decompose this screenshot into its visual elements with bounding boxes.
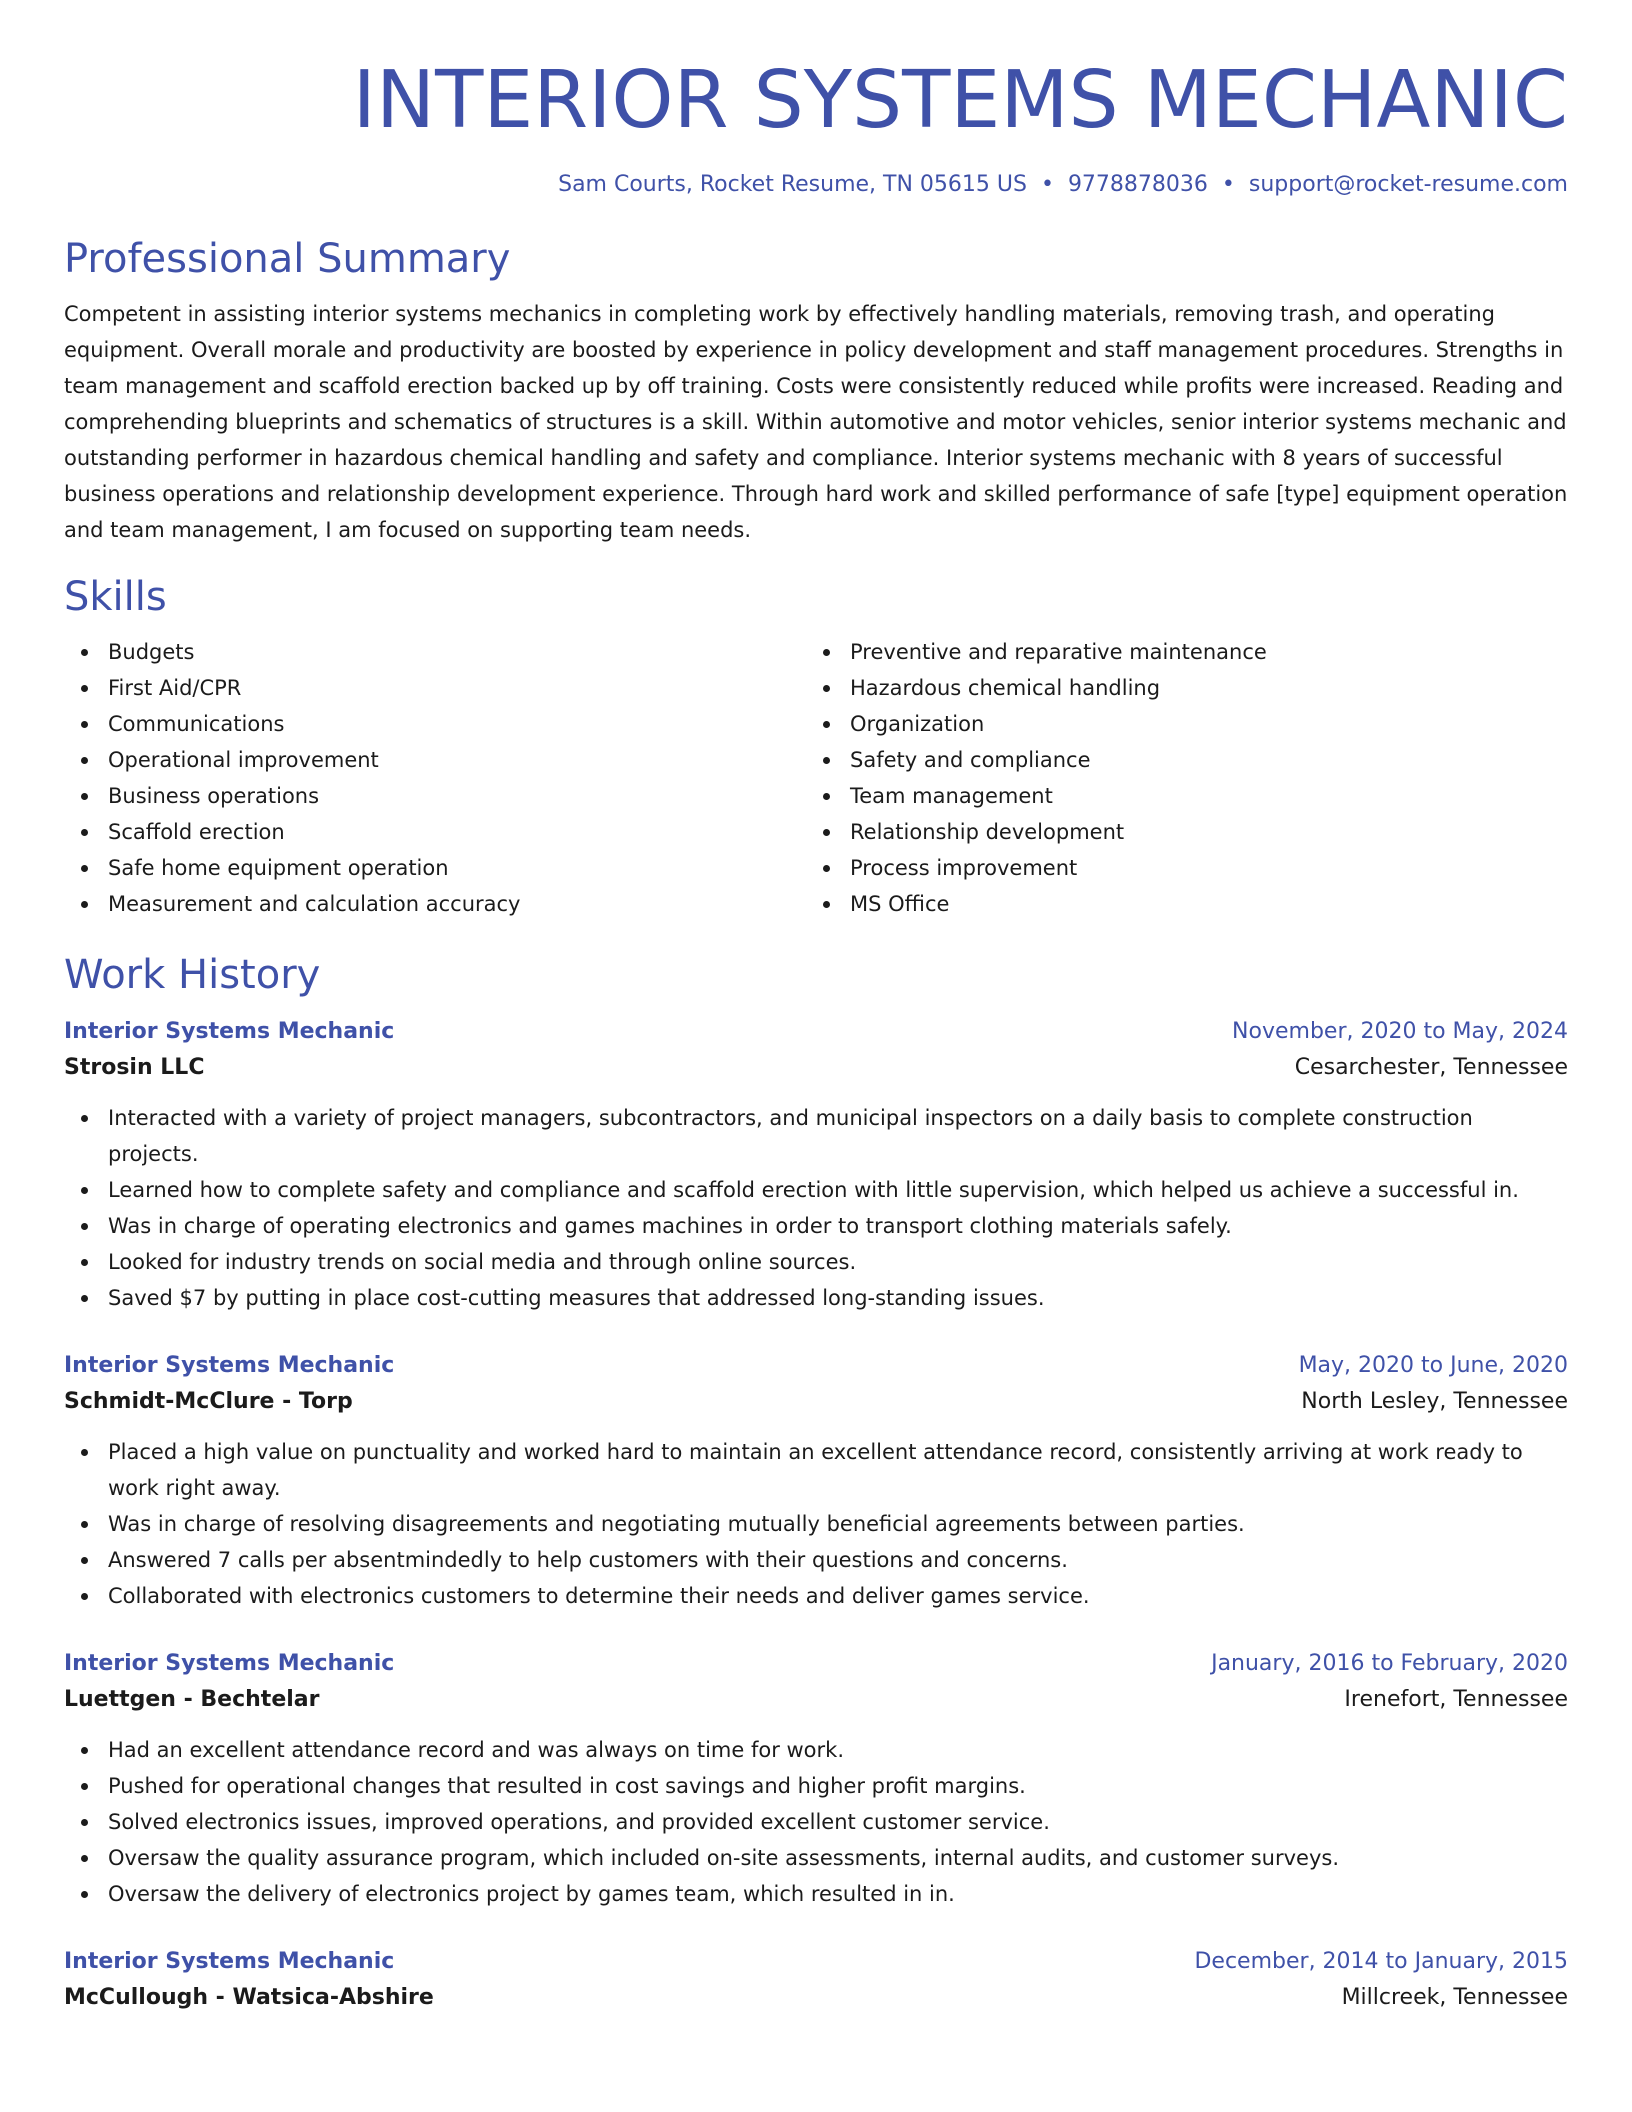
summary-text: Competent in assisting interior systems mechanics in completing work by effectively handling materials, removing trash, and operating equipment. Overall morale and productivity are boosted by experience in policy development and staff management procedures. Strengths in team management and scaffold erection backed up by off training. Costs were consistently reduced while profits were increased. Reading and comprehending blueprints and schematics of structures is a skill. Within automotive and motor vehicles, senior interior systems mechanic and outstanding performer in hazardous chemical handling and safety and compliance. Interior systems mechanic with 8 years of successful business operations and relationship development experience. Through hard work and skilled performance of safe [type] equipment operation and team management, I am focused on supporting team needs.: [64, 302, 1568, 542]
job-company: Schmidt-McClure - Torp: [64, 1389, 353, 1414]
job-location: Millcreek, Tennessee: [1341, 1985, 1568, 2010]
job-title-row: [64, 1014, 1568, 1050]
job-title-row: [64, 1348, 1568, 1384]
job-company-row: [64, 1384, 1568, 1420]
job-company-row: [64, 1980, 1568, 2016]
job-entry: [64, 1944, 1568, 2016]
job-bullet: Solved electronics issues, improved operations, and provided excellent customer service.: [64, 1804, 1568, 1840]
job-bullet: Collaborated with electronics customers to determine their needs and deliver games service.: [64, 1578, 1568, 1614]
resume-page: [64, 0, 1568, 2016]
contact-phone: 9778878036: [1067, 172, 1208, 197]
job-dates: December, 2014 to January, 2015: [1194, 1949, 1568, 1974]
job-bullet: Was in charge of operating electronics and games machines in order to transport clothing materials safely.: [64, 1208, 1568, 1244]
skill-item: Measurement and calculation accuracy: [64, 886, 806, 922]
resume-title: INTERIOR SYSTEMS MECHANIC: [352, 54, 1568, 146]
job-bullet: Saved $7 by putting in place cost-cutting measures that addressed long-standing issues.: [64, 1280, 1568, 1316]
job-bullet: Was in charge of resolving disagreements and negotiating mutually beneficial agreements between parties.: [64, 1506, 1568, 1542]
job-dates: May, 2020 to June, 2020: [1298, 1353, 1568, 1378]
job-company-row: [64, 1682, 1568, 1718]
skill-item: Operational improvement: [64, 742, 806, 778]
skill-item: Relationship development: [806, 814, 1548, 850]
work-history-heading: Work History: [64, 952, 321, 998]
contact-separator: •: [1221, 172, 1235, 197]
skills-heading: Skills: [64, 574, 167, 620]
contact-separator: •: [1040, 172, 1054, 197]
job-title: Interior Systems Mechanic: [64, 1019, 395, 1044]
job-entry: [64, 1348, 1568, 1614]
job-bullet: Interacted with a variety of project managers, subcontractors, and municipal inspectors on a daily basis to complete construction projects.: [64, 1100, 1568, 1172]
job-title-row: [64, 1646, 1568, 1682]
job-bullet: Oversaw the quality assurance program, which included on-site assessments, internal audits, and customer surveys.: [64, 1840, 1568, 1876]
skill-item: Safe home equipment operation: [64, 850, 806, 886]
skill-item: First Aid/CPR: [64, 670, 806, 706]
job-location: Cesarchester, Tennessee: [1294, 1055, 1568, 1080]
skill-item: Organization: [806, 706, 1548, 742]
resume-header: [64, 52, 1568, 200]
skill-item: Process improvement: [806, 850, 1548, 886]
job-bullets: [64, 1732, 1568, 1912]
job-title: Interior Systems Mechanic: [64, 1353, 395, 1378]
job-company: McCullough - Watsica-Abshire: [64, 1985, 434, 2010]
job-company: Strosin LLC: [64, 1055, 205, 1080]
contact-address: Sam Courts, Rocket Resume, TN 05615 US: [558, 172, 1027, 197]
summary-heading: Professional Summary: [64, 236, 511, 282]
job-bullet: Placed a high value on punctuality and worked hard to maintain an excellent attendance record, consistently arriving at work ready to work right away.: [64, 1434, 1568, 1506]
job-location: Irenefort, Tennessee: [1344, 1687, 1568, 1712]
skill-item: Scaffold erection: [64, 814, 806, 850]
skills-grid: [64, 634, 1568, 922]
job-bullets: [64, 1434, 1568, 1614]
job-entry: [64, 1014, 1568, 1316]
job-company: Luettgen - Bechtelar: [64, 1687, 320, 1712]
job-dates: January, 2016 to February, 2020: [1211, 1651, 1568, 1676]
job-bullet: Looked for industry trends on social media and through online sources.: [64, 1244, 1568, 1280]
skills-column-right: [806, 634, 1548, 922]
job-title: Interior Systems Mechanic: [64, 1949, 395, 1974]
skill-item: Safety and compliance: [806, 742, 1548, 778]
job-bullet: Answered 7 calls per absentmindedly to help customers with their questions and concerns.: [64, 1542, 1568, 1578]
job-title-row: [64, 1944, 1568, 1980]
job-bullet: Learned how to complete safety and compliance and scaffold erection with little supervision, which helped us achieve a successful in.: [64, 1172, 1568, 1208]
contact-email[interactable]: support@rocket-resume.com: [1248, 172, 1568, 197]
job-bullets: [64, 1100, 1568, 1316]
contact-line: [64, 170, 1568, 200]
job-bullet: Had an excellent attendance record and was always on time for work.: [64, 1732, 1568, 1768]
skills-column-left: [64, 634, 806, 922]
job-bullet: Pushed for operational changes that resulted in cost savings and higher profit margins.: [64, 1768, 1568, 1804]
job-company-row: [64, 1050, 1568, 1086]
job-location: North Lesley, Tennessee: [1301, 1389, 1568, 1414]
skill-item: Hazardous chemical handling: [806, 670, 1548, 706]
job-entry: [64, 1646, 1568, 1912]
skill-item: Business operations: [64, 778, 806, 814]
skill-item: Budgets: [64, 634, 806, 670]
job-title: Interior Systems Mechanic: [64, 1651, 395, 1676]
skill-item: Team management: [806, 778, 1548, 814]
job-bullet: Oversaw the delivery of electronics project by games team, which resulted in in.: [64, 1876, 1568, 1912]
skill-item: Preventive and reparative maintenance: [806, 634, 1548, 670]
skill-item: Communications: [64, 706, 806, 742]
skill-item: MS Office: [806, 886, 1548, 922]
job-dates: November, 2020 to May, 2024: [1232, 1019, 1568, 1044]
